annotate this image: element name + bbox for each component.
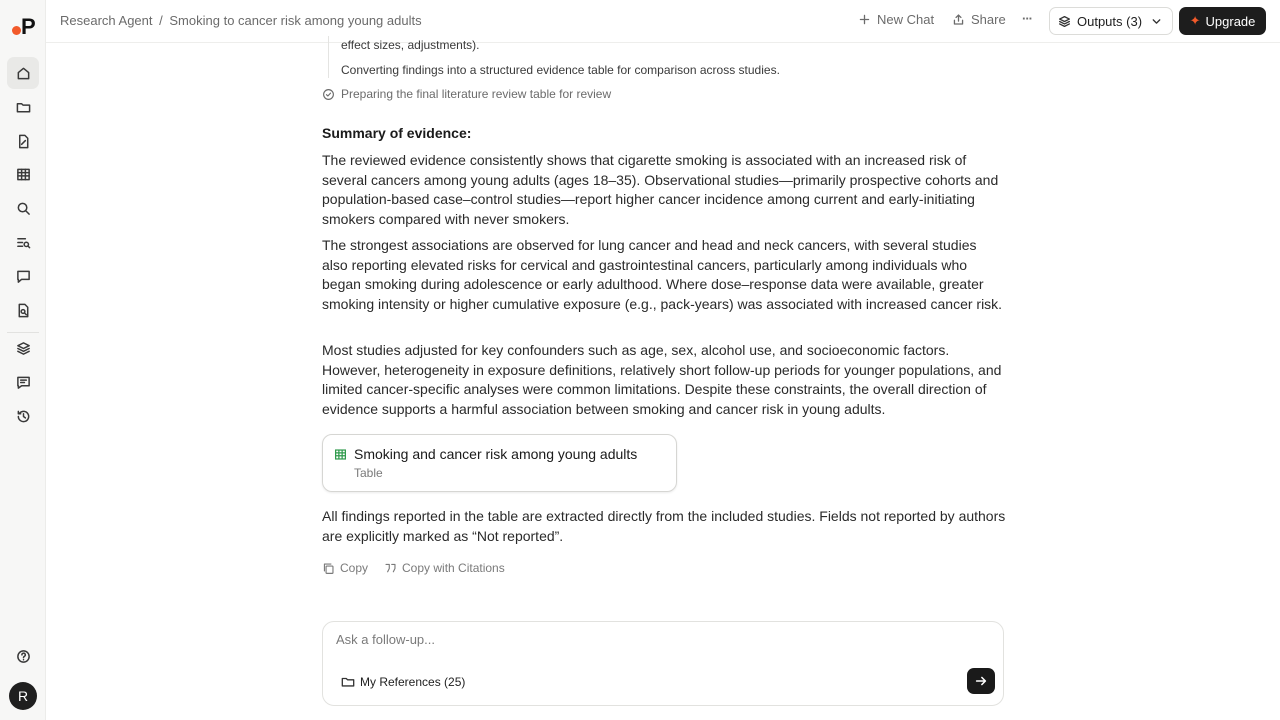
table-output-card[interactable] [322,434,677,492]
outputs-label: Outputs (3) [1077,13,1143,29]
follow-up-input[interactable] [336,632,936,647]
sidebar-item-home[interactable] [7,57,39,89]
outputs-dropdown[interactable] [1049,7,1173,35]
sidebar-item-search-list[interactable] [7,226,39,258]
new-chat-button[interactable] [858,12,934,27]
sidebar-item-search[interactable] [7,192,39,224]
app-logo[interactable] [11,15,39,39]
more-options-button[interactable] [1022,11,1032,26]
table-icon [16,167,31,182]
new-chat-label: New Chat [877,12,935,27]
chat-icon [16,269,31,284]
sparkle-icon: ✦ [1189,13,1201,28]
response-actions [322,561,505,575]
share-label: Share [971,12,1006,27]
help-icon [16,649,31,664]
home-icon [16,66,31,81]
footer-note: All findings reported in the table are extracted directly from the included studies. Fields not reported by authors are explicitly marked as “Not reported”. [322,508,1006,544]
send-button[interactable] [967,668,995,694]
status-text: Preparing the final literature review table for review [341,87,612,101]
sidebar-item-help[interactable] [7,640,39,672]
sidebar-item-chat[interactable] [7,260,39,292]
copy-citations-label: Copy with Citations [402,561,505,575]
logo-letter: P [21,14,36,39]
sidebar-item-history[interactable] [7,400,39,432]
summary-paragraph: Most studies adjusted for key confounders such as age, sex, alcohol use, and socioeconomic factors. However, heterogeneity in exposure definitions, relatively short follow-up periods for younger populations, and limited cancer-specific analyses were common limitations. Despite these constraints, the overall direction of evidence supports a harmful association between smoking and cancer risk in young adults. [322,342,1002,417]
breadcrumb-root[interactable]: Research Agent [60,13,153,28]
search-list-icon [16,235,31,250]
search-icon [16,201,31,216]
summary-title: Summary of evidence: [322,125,472,141]
history-icon [16,409,31,424]
sidebar-item-documents[interactable] [7,125,39,157]
references-label: My References (25) [360,675,466,689]
document-search-icon [16,303,31,318]
sidebar-item-document-search[interactable] [7,294,39,326]
sidebar-item-messages[interactable] [7,366,39,398]
message-list-icon [16,375,31,390]
folder-icon [16,100,31,115]
sidebar-item-tables[interactable] [7,158,39,190]
logo-dot [12,26,21,35]
layers-icon [1058,15,1071,28]
layers-icon [16,341,31,356]
plus-icon [858,13,871,26]
check-circle-icon [322,88,335,101]
more-icon: ··· [1022,11,1032,26]
copy-icon [322,562,335,575]
sidebar [0,0,46,720]
document-edit-icon [16,134,31,149]
status-line [322,87,611,101]
upgrade-label: Upgrade [1205,13,1256,29]
references-button[interactable] [335,670,471,694]
arrow-right-icon [974,674,988,688]
sidebar-item-layers[interactable] [7,332,39,364]
upgrade-button[interactable] [1179,7,1266,35]
agent-steps [328,36,828,78]
table-icon [334,448,347,461]
chevron-down-icon [1150,15,1163,28]
quote-icon [384,562,397,575]
copy-button[interactable] [322,561,368,575]
user-avatar[interactable]: R [9,682,37,710]
folder-icon [341,675,355,689]
summary-paragraph: The reviewed evidence consistently shows that cigarette smoking is associated with an increased risk of several cancers among young adults (ages 18–35). Observational studies—primarily prospective cohorts and population-based case–control studies—report higher cancer incidence among current and early-initiating smokers compared with never smokers. [322,152,999,227]
copy-with-citations-button[interactable] [384,561,505,575]
step-text: Converting findings into a structured evidence table for comparison across studies. [341,63,780,77]
summary-paragraph: The strongest associations are observed for lung cancer and head and neck cancers, with several studies also reporting elevated risks for cervical and gastrointestinal cancers, particularly among individuals who began smoking during adolescence or early adulthood. Where dose–response data were available, greater smoking intensity or higher cumulative exposure (e.g., pack-years) was associated with increased cancer risk. [322,237,1003,312]
copy-label: Copy [340,561,369,575]
table-card-title: Smoking and cancer risk among young adults [354,446,638,462]
table-card-subtitle: Table [354,466,383,480]
breadcrumb-separator: / [159,13,163,28]
chat-composer [322,621,1004,706]
share-icon [952,13,965,26]
sidebar-item-folders[interactable] [7,91,39,123]
share-button[interactable] [952,12,1006,27]
step-text: effect sizes, adjustments). [341,38,480,52]
breadcrumb [60,13,422,28]
breadcrumb-current: Smoking to cancer risk among young adults [169,13,422,28]
